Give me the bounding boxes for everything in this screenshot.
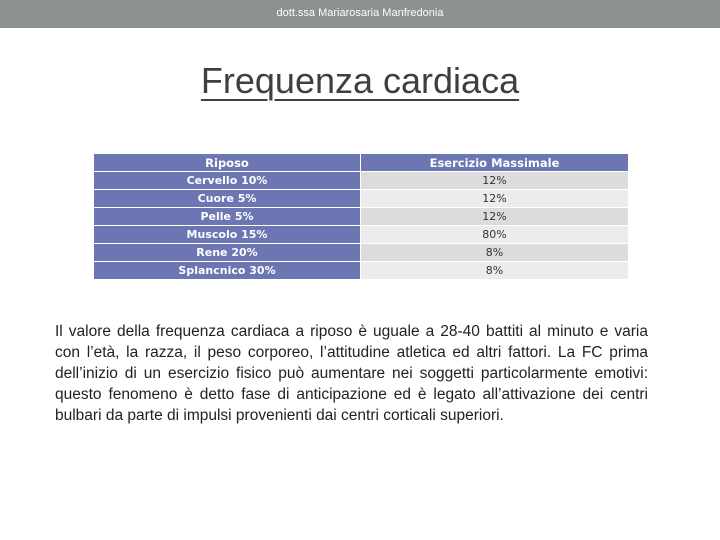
table-row xyxy=(94,208,628,226)
cell-riposo: Pelle 5% xyxy=(94,208,361,226)
cell-esercizio: 12% xyxy=(361,172,629,190)
table-row xyxy=(94,172,628,190)
cell-esercizio: 12% xyxy=(361,208,629,226)
cell-riposo: Splancnico 30% xyxy=(94,262,361,280)
header-bar xyxy=(0,0,720,28)
cell-esercizio: 12% xyxy=(361,190,629,208)
cell-esercizio: 8% xyxy=(361,262,629,280)
body-paragraph: Il valore della frequenza cardiaca a riposo è uguale a 28-40 battiti al minuto e varia con l’età, la razza, il peso corporeo, l’attitudine atletica ed altri fattori. La FC prima dell’inizio di un esercizio fisico può aumentare nei soggetti particolarmente emotivi: questo fenomeno è detto fase di anticipazione ed è legato all’attivazione dei centri bulbari da parte di impulsi provenienti dai centri corticali superiori. xyxy=(55,323,648,424)
table-header-row xyxy=(94,154,628,172)
column-header-esercizio: Esercizio Massimale xyxy=(361,154,629,172)
cell-riposo: Cuore 5% xyxy=(94,190,361,208)
column-header-riposo: Riposo xyxy=(94,154,361,172)
cell-esercizio: 80% xyxy=(361,226,629,244)
table-row xyxy=(94,244,628,262)
cell-riposo: Cervello 10% xyxy=(94,172,361,190)
table-row xyxy=(94,262,628,280)
table-row xyxy=(94,226,628,244)
cell-riposo: Rene 20% xyxy=(94,244,361,262)
cell-riposo: Muscolo 15% xyxy=(94,226,361,244)
table-row xyxy=(94,190,628,208)
author-label: dott.ssa Mariarosaria Manfredonia xyxy=(276,7,444,19)
blood-flow-table xyxy=(94,154,628,280)
slide-title: Frequenza cardiaca xyxy=(200,60,520,101)
cell-esercizio: 8% xyxy=(361,244,629,262)
